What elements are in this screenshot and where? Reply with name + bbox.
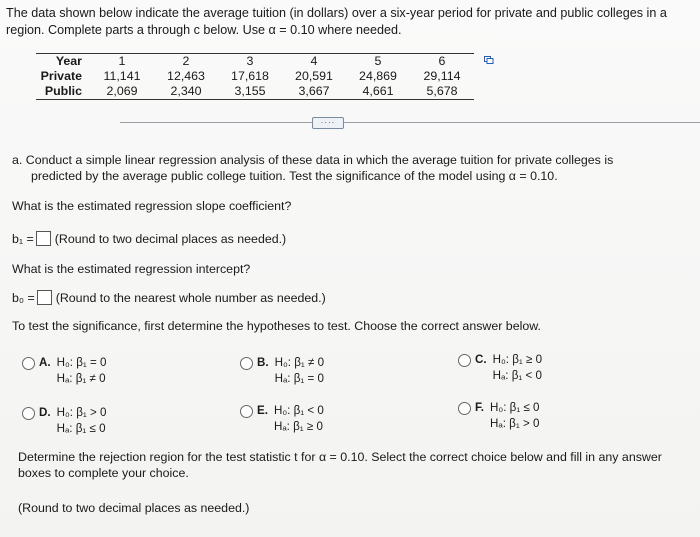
table-cell: 17,618 (231, 69, 269, 83)
table-cell: 3,667 (282, 84, 346, 100)
table-cell: 29,114 (423, 69, 461, 83)
expand-more-button[interactable]: ···· (312, 117, 344, 129)
table-row (36, 84, 474, 100)
option-hypotheses (490, 400, 539, 432)
alt-hypothesis: Hₐ: β₁ ≤ 0 (56, 422, 106, 435)
slope-question: What is the estimated regression slope coefficient? (12, 199, 292, 213)
option-hypotheses (275, 355, 324, 387)
null-hypothesis: H₀: β₁ = 0 (56, 356, 107, 369)
table-cell: 4,661 (346, 84, 410, 100)
slope-input[interactable] (36, 231, 51, 246)
table-cell: 11,141 (103, 69, 141, 83)
option-hypotheses (57, 355, 107, 387)
part-a-line2: predicted by the average public college tuition. Test the significance of the model using α = 0.10. (31, 169, 558, 183)
table-cell: 3,155 (218, 84, 282, 100)
intercept-question: What is the estimated regression intercept? (12, 262, 251, 276)
alt-hypothesis: Hₐ: β₁ > 0 (490, 417, 540, 430)
table-header-cell: 2 (154, 54, 218, 70)
option-a[interactable] (22, 355, 106, 387)
radio-button[interactable] (22, 357, 35, 370)
option-d[interactable] (22, 405, 106, 437)
table-cell: 12,463 (167, 69, 205, 83)
table-header-cell: 1 (90, 54, 154, 70)
option-hypotheses (57, 405, 107, 437)
copy-data-icon[interactable] (484, 56, 494, 64)
option-hypotheses (274, 403, 324, 435)
rejection-hint: (Round to two decimal places as needed.) (18, 501, 250, 515)
null-hypothesis: H₀: β₁ < 0 (273, 404, 324, 417)
table-cell: 20,591 (295, 69, 333, 83)
part-a-line1: a. Conduct a simple linear regression analysis of these data in which the average tuition for private colleges is (12, 153, 614, 167)
option-letter: C. (475, 353, 487, 366)
table-cell: 2,340 (154, 84, 218, 100)
alt-hypothesis: Hₐ: β₁ < 0 (492, 369, 542, 382)
hypothesis-instruction: To test the significance, first determine the hypotheses to test. Choose the correct answer below. (12, 319, 541, 333)
intercept-label: b₀ = (12, 291, 35, 305)
slope-hint: (Round to two decimal places as needed.) (54, 232, 287, 246)
intercept-input[interactable] (37, 290, 52, 305)
option-letter: E. (257, 404, 268, 417)
option-letter: F. (475, 401, 485, 414)
radio-button[interactable] (458, 402, 471, 415)
radio-button[interactable] (240, 357, 253, 370)
part-a-prompt (12, 152, 682, 184)
alt-hypothesis: Hₐ: β₁ ≠ 0 (56, 372, 106, 385)
option-e[interactable] (240, 403, 324, 435)
option-hypotheses (493, 352, 542, 384)
table-header-cell: 6 (410, 54, 474, 70)
row-label-public: Public (36, 84, 90, 100)
intercept-answer-row (12, 290, 326, 306)
option-letter: B. (257, 356, 269, 369)
slope-label: b₁ = (12, 232, 34, 246)
radio-button[interactable] (240, 405, 253, 418)
tuition-table (36, 53, 474, 100)
table-header-row (36, 54, 474, 70)
rejection-line2: boxes to complete your choice. (18, 466, 189, 480)
table-header-cell: 4 (282, 54, 346, 70)
table-cell: 24,869 (359, 69, 397, 83)
alt-hypothesis: Hₐ: β₁ ≥ 0 (273, 420, 323, 433)
null-hypothesis: H₀: β₁ ≤ 0 (490, 401, 540, 414)
section-divider (120, 122, 700, 123)
null-hypothesis: H₀: β₁ ≥ 0 (492, 353, 543, 366)
problem-intro: The data shown below indicate the average tuition (in dollars) over a six-year period for private and public colleges in a region. Complete parts a through c below. Use α = 0.10 where needed. (6, 6, 667, 37)
option-b[interactable] (240, 355, 324, 387)
radio-button[interactable] (22, 407, 35, 420)
null-hypothesis: H₀: β₁ > 0 (56, 406, 107, 419)
row-label-private: Private (40, 69, 82, 83)
radio-button[interactable] (458, 354, 471, 367)
option-c[interactable] (458, 352, 542, 384)
alt-hypothesis: Hₐ: β₁ = 0 (274, 372, 324, 385)
table-header-cell: 3 (218, 54, 282, 70)
slope-answer-row (12, 231, 286, 247)
option-letter: A. (39, 356, 51, 369)
intercept-hint: (Round to the nearest whole number as needed.) (55, 291, 326, 305)
rejection-line1: Determine the rejection region for the test statistic t for α = 0.10. Select the correct choice below and fill in any answer (18, 450, 662, 464)
table-cell: 5,678 (410, 84, 474, 100)
option-f[interactable] (458, 400, 540, 432)
rejection-region-question (18, 449, 688, 481)
null-hypothesis: H₀: β₁ ≠ 0 (274, 356, 325, 369)
table-cell: 2,069 (90, 84, 154, 100)
table-header-cell: 5 (346, 54, 410, 70)
table-row (36, 69, 474, 84)
table-header-year: Year (36, 54, 90, 70)
option-letter: D. (39, 406, 51, 419)
